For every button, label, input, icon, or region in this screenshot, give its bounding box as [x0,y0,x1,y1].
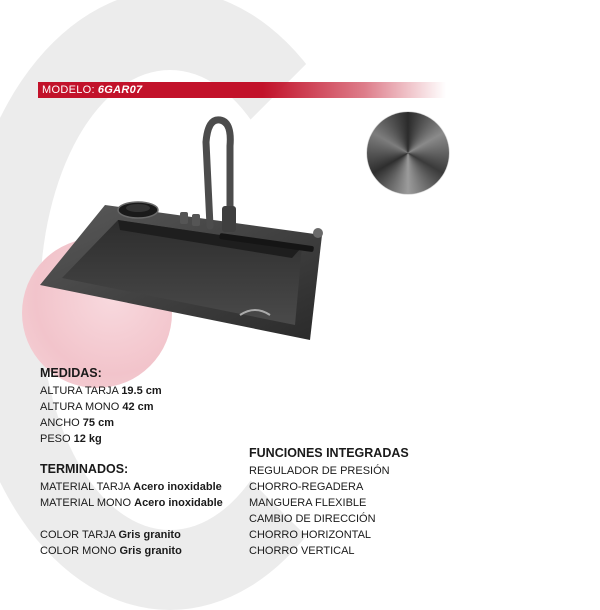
terminados-item: MATERIAL TARJA Acero inoxidable [40,481,222,493]
finish-color-swatch [367,112,449,194]
medidas-item: ALTURA TARJA 19.5 cm [40,385,162,397]
terminados-item: MATERIAL MONO Acero inoxidable [40,497,223,509]
terminados-item: COLOR TARJA Gris granito [40,529,181,541]
sink-product-image [40,110,340,350]
funcion-item: CHORRO HORIZONTAL [249,529,372,541]
terminados-title: TERMINADOS: [40,462,129,476]
medidas-item: ANCHO 75 cm [40,417,114,429]
model-prefix: MODELO: [42,84,95,96]
funcion-item: CHORRO VERTICAL [249,545,355,557]
funcion-item: REGULADOR DE PRESIÓN [249,465,390,477]
funcion-item: CAMBIO DE DIRECCIÓN [249,513,376,525]
medidas-item: PESO 12 kg [40,433,102,445]
funcion-item: CHORRO-REGADERA [249,481,364,493]
medidas-item: ALTURA MONO 42 cm [40,401,154,413]
medidas-title: MEDIDAS: [40,366,102,380]
funciones-title: FUNCIONES INTEGRADAS [249,446,409,460]
funcion-item: MANGUERA FLEXIBLE [249,497,367,509]
model-code: 6GAR07 [97,84,143,96]
terminados-item: COLOR MONO Gris granito [40,545,182,557]
model-bar [38,82,446,98]
